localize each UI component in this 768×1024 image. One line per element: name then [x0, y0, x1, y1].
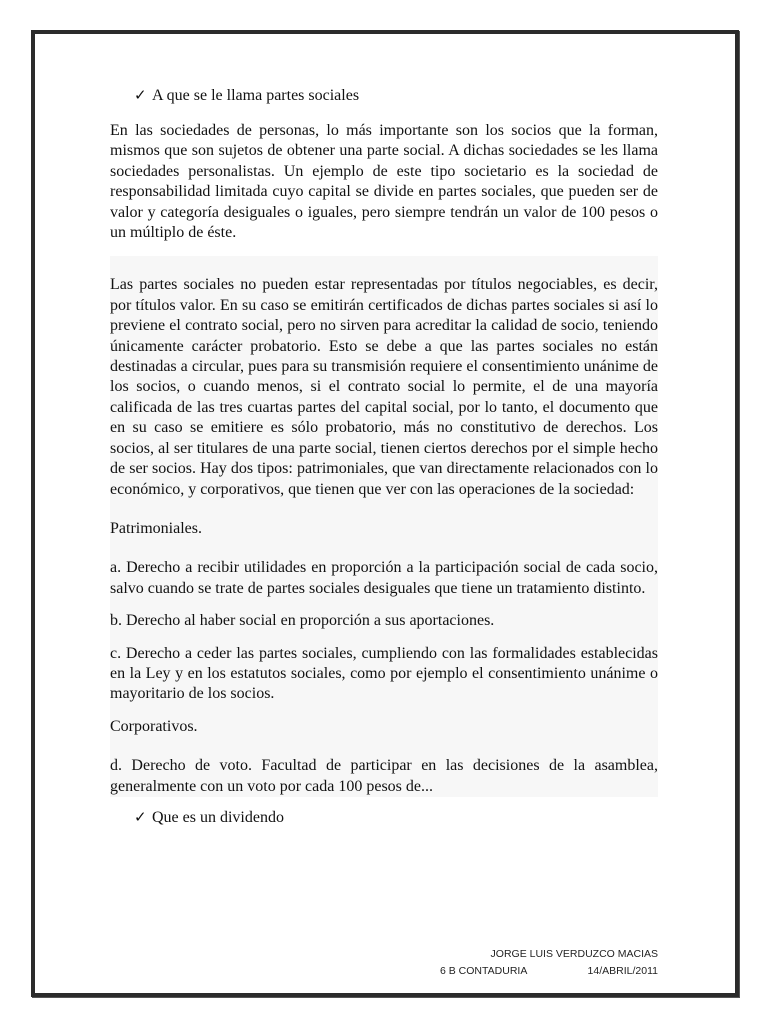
- footer-group: 6 B CONTADURIA: [440, 965, 528, 977]
- heading-partes-sociales: [134, 85, 658, 107]
- item-c: c. Derecho a ceder las partes sociales, cumpliendo con las formalidades establecidas en la Ley y en los estatutos sociales, como por ejemplo el consentimiento unánime o mayoritario de los socios.: [110, 644, 658, 703]
- paragraph-2: Las partes sociales no pueden estar representadas por títulos negociables, es decir, por títulos valor. En su caso se emitirán certificados de dichas partes sociales si así lo previene el contrato social, pero no sirven para acreditar la calidad de socio, teniendo únicamente carácter probatorio. Esto se debe a que las partes sociales no están destinadas a circular, pues para su transmisión requiere el consentimiento unánime de los socios, o cuando menos, si el contrato social lo permite, el de una mayoría calificada de las tres cuartas partes del capital social, por lo tanto, el documento que en su caso se emitiere es sólo probatorio, más no constitutivo de derechos. Los socios, al ser titulares de una parte social, tienen ciertos derechos por el simple hecho de ser socios. Hay dos tipos: patrimoniales, que van directamente relacionados con lo económico, y corporativos, que tienen que ver con las operaciones de la sociedad:: [110, 276, 658, 498]
- item-d: d. Derecho de voto. Facultad de participar en las decisiones de la asamblea, generalmente con un voto por cada 100 pesos de...: [110, 757, 658, 795]
- checkmark-icon: ✓: [134, 88, 147, 104]
- footer-author: JORGE LUIS VERDUZCO MACIAS: [490, 948, 658, 960]
- item-b: b. Derecho al haber social en proporción a sus aportaciones.: [110, 612, 495, 630]
- footer-row: [420, 963, 658, 980]
- heading-text: Que es un dividendo: [152, 808, 284, 826]
- section-patrimoniales: Patrimoniales.: [110, 519, 202, 537]
- footer-date: 14/ABRIL/2011: [587, 965, 658, 977]
- checkmark-icon: ✓: [134, 809, 147, 826]
- document-body: [110, 85, 658, 829]
- shaded-block: [110, 256, 658, 797]
- section-corporativos: Corporativos.: [110, 717, 198, 735]
- paragraph-1: En las sociedades de personas, lo más importante son los socios que la forman, mismos que son sujetos de obtener una parte social. A dichas sociedades se les llama sociedades personalistas. Un ejemplo de este tipo societario es la sociedad de responsabilidad limitada cuyo capital se divide en partes sociales, que pueden ser de valor y categoría desiguales o iguales, pero siempre tendrán un valor de 100 pesos o un múltiplo de éste.: [110, 122, 658, 242]
- heading-dividendo: [134, 807, 658, 829]
- heading-text: A que se le llama partes sociales: [152, 87, 360, 104]
- item-a: a. Derecho a recibir utilidades en proporción a la participación social de cada socio, salvo cuando se trate de partes sociales desiguales que tiene un tratamiento distinto.: [110, 559, 658, 597]
- footer: [420, 946, 658, 980]
